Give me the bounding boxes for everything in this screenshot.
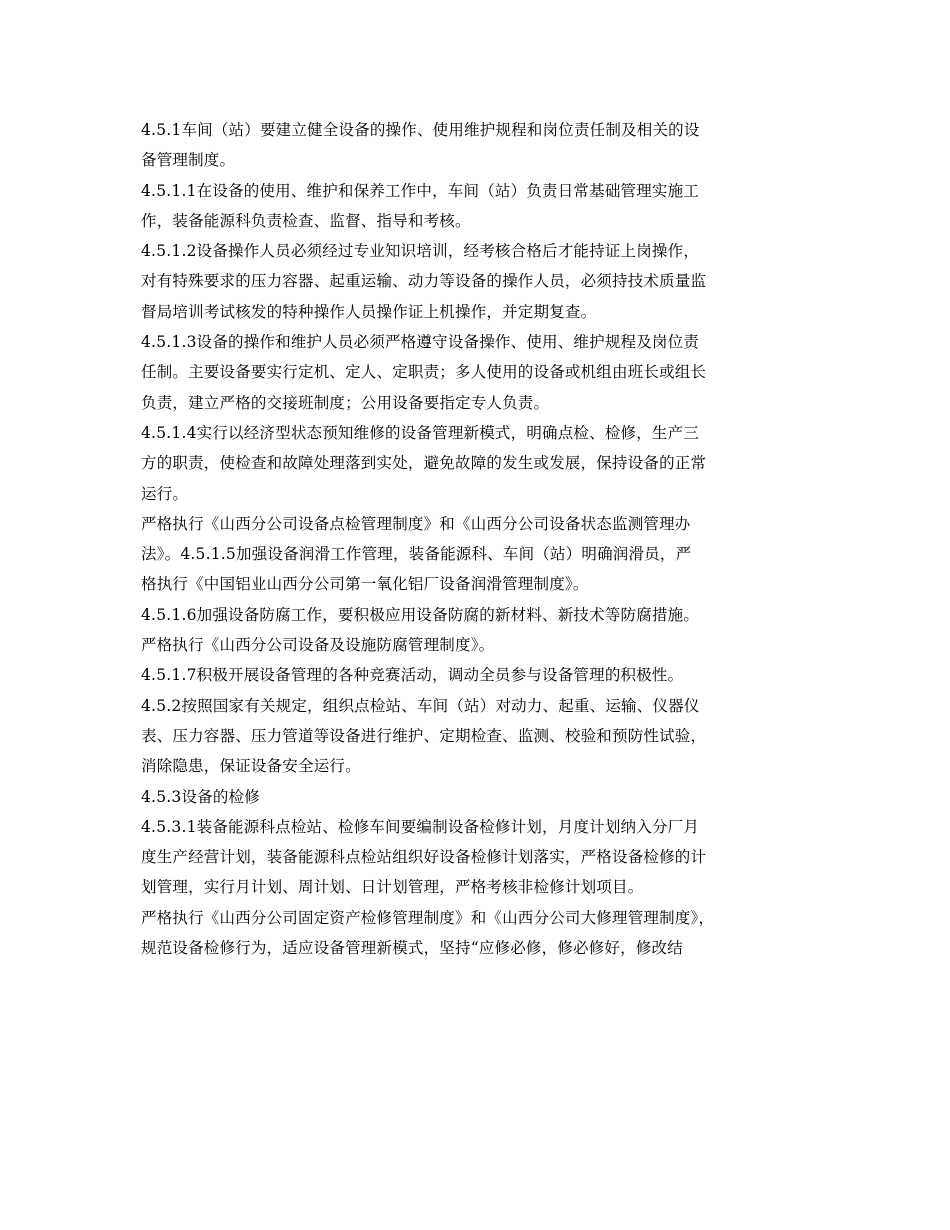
text-line: 法》。4.5.1.5加强设备润滑工作管理，装备能源科、车间（站）明确润滑员，严 [141, 545, 692, 564]
text-line: 严格执行《山西分公司固定资产检修管理制度》和《山西分公司大修理管理制度》， [141, 908, 715, 927]
text-line: 严格执行《山西分公司设备及设施防腐管理制度》。 [141, 636, 495, 655]
text-line: 4.5.1.2设备操作人员必须经过专业知识培训，经考核合格后才能持证上岗操作， [141, 242, 700, 261]
text-line: 规范设备检修行为，适应设备管理新模式，坚持“应修必修，修必修好，修改结 [141, 939, 683, 958]
text-line: 作，装备能源科负责检查、监督、指导和考核。 [141, 211, 471, 230]
text-line: 4.5.3.1装备能源科点检站、检修车间要编制设备检修计划，月度计划纳入分厂月 [141, 817, 700, 836]
text-line: 对有特殊要求的压力容器、起重运输、动力等设备的操作人员，必须持技术质量监 [141, 272, 707, 291]
text-line: 表、压力容器、压力管道等设备进行维护、定期检查、监测、校验和预防性试验， [141, 726, 707, 745]
text-line: 4.5.1.1在设备的使用、维护和保养工作中，车间（站）负责日常基础管理实施工 [141, 181, 700, 200]
text-line: 4.5.1.4实行以经济型状态预知维修的设备管理新模式，明确点检、检修，生产三 [141, 423, 700, 442]
text-line: 划管理，实行月计划、周计划、日计划管理，严格考核非检修计划项目。 [141, 878, 644, 897]
text-line: 消除隐患，保证设备安全运行。 [141, 757, 361, 776]
text-line: 4.5.1.3设备的操作和维护人员必须严格遵守设备操作、使用、维护规程及岗位责 [141, 333, 700, 352]
text-line: 4.5.1.7积极开展设备管理的各种竞赛活动，调动全员参与设备管理的积极性。 [141, 666, 684, 685]
text-line: 负责，建立严格的交接班制度；公用设备要指定专人负责。 [141, 393, 550, 412]
text-line: 格执行《中国铝业山西分公司第一氧化铝厂设备润滑管理制度》。 [141, 575, 589, 594]
document-body [141, 115, 831, 963]
text-line: 督局培训考试核发的特种操作人员操作证上机操作，并定期复查。 [141, 302, 597, 321]
text-line: 任制。主要设备要实行定机、定人、定职责；多人使用的设备或机组由班长或组长 [141, 363, 707, 382]
text-line: 运行。 [141, 484, 189, 503]
text-line: 度生产经营计划，装备能源科点检站组织好设备检修计划落实，严格设备检修的计 [141, 848, 707, 867]
text-line: 4.5.1.6加强设备防腐工作，要积极应用设备防腐的新材料、新技术等防腐措施。 [141, 605, 700, 624]
text-line: 严格执行《山西分公司设备点检管理制度》和《山西分公司设备状态监测管理办 [141, 514, 691, 533]
text-line: 4.5.3设备的检修 [141, 787, 260, 806]
text-line: 方的职责，使检查和故障处理落到实处，避免故障的发生或发展，保持设备的正常 [141, 454, 707, 473]
text-line: 备管理制度。 [141, 151, 236, 170]
text-line: 4.5.1车间（站）要建立健全设备的操作、使用维护规程和岗位责任制及相关的设 [141, 121, 700, 139]
text-line: 4.5.2按照国家有关规定，组织点检站、车间（站）对动力、起重、运输、仪器仪 [141, 696, 700, 715]
